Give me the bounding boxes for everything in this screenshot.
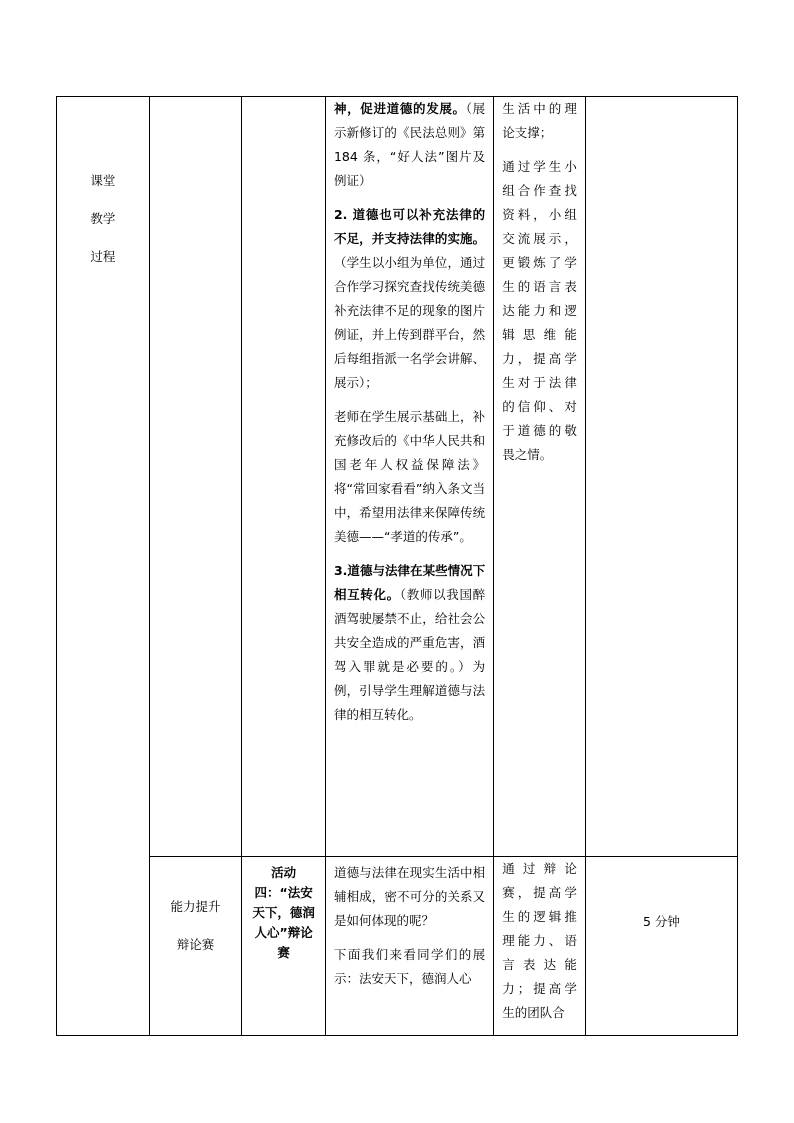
paragraph-text: （展示新修订的《民法总则》第 184 条，“好人法”图片及例证） [333, 101, 486, 188]
content-paragraph [334, 203, 485, 395]
content-paragraph [334, 97, 485, 193]
design-purpose-cell [494, 857, 586, 1036]
bold-heading: 神，促进道德的发展。 [333, 101, 466, 116]
content-paragraph: 下面我们来看同学们的展示：法安天下，德润人心 [333, 947, 486, 986]
table-row [57, 857, 738, 1036]
activity-title: 活动四：“法安天下，德润人心”辩论赛 [252, 865, 315, 960]
lesson-plan-table [56, 96, 738, 1036]
content-paragraph [334, 559, 485, 727]
bold-heading: 2. 道德也可以补充法律的不足，并支持法律的实施。 [333, 207, 486, 246]
teaching-content-cell [325, 857, 493, 1036]
purpose-paragraph: 通过辩论赛，提高学生的逻辑推理能力、语言表达能力；提高学生的团队合 [502, 861, 577, 1020]
stage-label: 过程 [90, 249, 116, 264]
time-cell [585, 857, 737, 1036]
link-label: 能力提升 [170, 899, 221, 914]
time-cell [585, 97, 737, 857]
time-value: 5 分钟 [642, 914, 680, 929]
link-cell [149, 857, 242, 1036]
stage-label: 课堂 [90, 173, 116, 188]
content-paragraph: 老师在学生展示基础上，补充修改后的《中华人民共和国老年人权益保障法》将“常回家看看”纳入条文当中，希望用法律来保障传统美德——“孝道的传承”。 [333, 409, 486, 544]
stage-label: 教学 [90, 211, 116, 226]
activity-cell [242, 857, 326, 1036]
link-label: 辩论赛 [176, 937, 215, 952]
table-row [57, 97, 738, 857]
paragraph-text: （教师以我国醉酒驾驶屡禁不止，给社会公共安全造成的严重危害，酒驾入罪就是必要的。）为例，引导学生理解道德与法律的相互转化。 [333, 587, 486, 722]
activity-cell [242, 97, 326, 857]
content-paragraph: 道德与法律在现实生活中相辅相成，密不可分的关系又是如何体现的呢？ [333, 865, 486, 928]
paragraph-text: （学生以小组为单位，通过合作学习探究查找传统美德补充法律不足的现象的图片例证，并上传到群平台，然后每组指派一名学会讲解、展示）； [333, 255, 486, 390]
teaching-content-cell [325, 97, 493, 857]
purpose-paragraph: 生活中的理论支撑； [502, 101, 577, 140]
bold-heading: 3.道德与法律在某些情况下相互转化。 [333, 563, 486, 602]
stage-cell [57, 97, 150, 1036]
design-purpose-cell [494, 97, 586, 857]
purpose-paragraph: 通过学生小组合作查找资料，小组交流展示，更锻炼了学生的语言表达能力和逻辑思维能力，提高学生对于法律的信仰、对于道德的敬畏之情。 [502, 159, 577, 462]
link-cell [149, 97, 242, 857]
